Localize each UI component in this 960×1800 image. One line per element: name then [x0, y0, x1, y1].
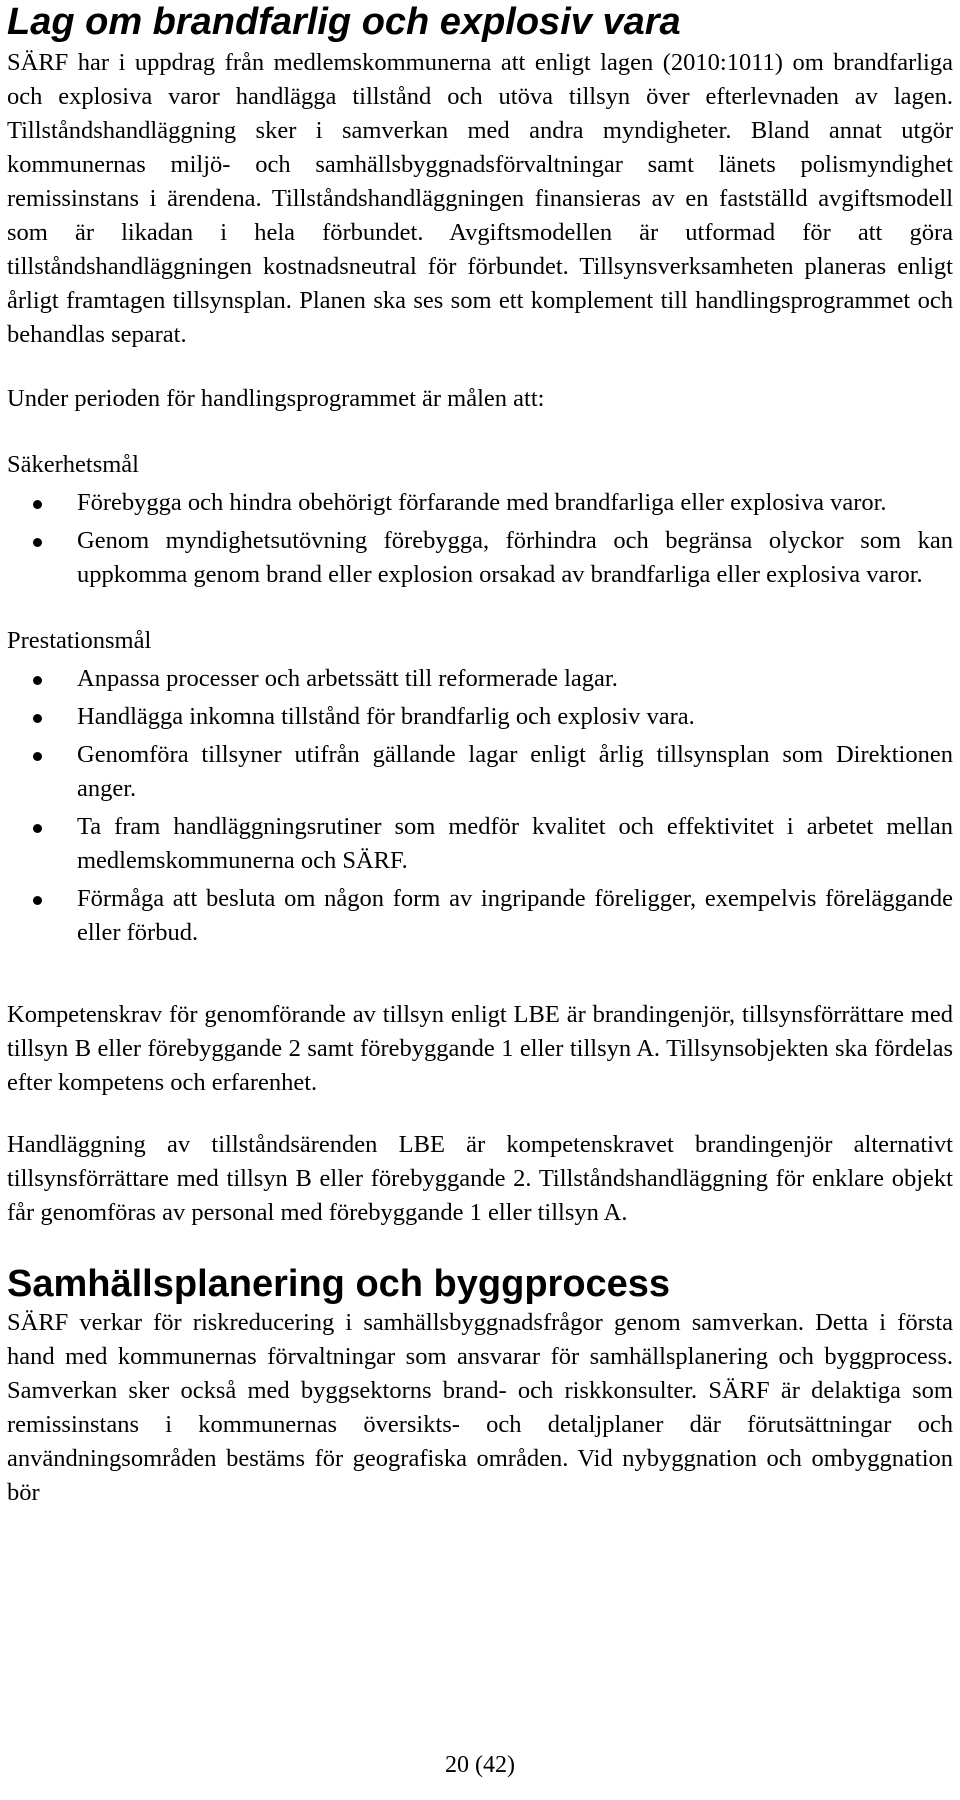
bullet-icon	[33, 538, 42, 547]
bullet-icon	[33, 500, 42, 509]
section-heading-brand: Lag om brandfarlig och explosiv vara	[7, 1, 681, 43]
list-item: Handlägga inkomna tillstånd för brandfarlig och explosiv vara.	[7, 700, 953, 734]
paragraph-intro: SÄRF har i uppdrag från medlemskommunerna att enligt lagen (2010:1011) om brandfarliga och explosiva varor handlägga tillstånd och utöva tillsyn över efterlevnaden av lagen. Tillståndshandläggning sker i samverkan med andra myndigheter. Bland annat utgör kommunernas miljö- och samhällsbyggnadsförvaltningar samt länets polismyndighet remissinstans i ärendena. Tillståndshandläggningen finansieras av en fastställd avgiftsmodell som är likadan i hela förbundet. Avgiftsmodellen är utformad för att göra tillståndshandläggningen kostnadsneutral för förbundet. Tillsynsverksamheten planeras enligt årligt framtagen tillsynsplan. Planen ska ses som ett komplement till handlingsprogrammet och behandlas separat.	[7, 49, 953, 348]
subheading-safety-goals: Säkerhetsmål	[7, 451, 139, 478]
page-number: 20 (42)	[445, 1752, 515, 1778]
list-item: Förmåga att besluta om någon form av ingripande föreligger, exempelvis föreläggande eller förbud.	[7, 882, 953, 950]
paragraph-planning: SÄRF verkar för riskreducering i samhällsbyggnadsfrågor genom samverkan. Detta i första hand med kommunernas förvaltningar som ansvarar för samhällsplanering och byggprocess. Samverkan sker också med byggsektorns brand- och riskkonsulter. SÄRF är delaktiga som remissinstans i kommunernas översikts- och detaljplaner där förutsättningar och användningsområden bestäms för geografiska områden. Vid nybyggnation och ombyggnation bör	[7, 1309, 953, 1506]
paragraph-competence: Kompetenskrav för genomförande av tillsyn enligt LBE är brandingenjör, tillsynsförrättare med tillsyn B eller förebyggande 2 samt förebyggande 1 eller tillsyn A. Tillsynsobjekten ska fördelas efter kompetens och erfarenhet.	[7, 1001, 953, 1096]
section-heading-planning: Samhällsplanering och byggprocess	[7, 1263, 671, 1305]
safety-goals-list	[7, 486, 953, 592]
list-item: Förebygga och hindra obehörigt förfarande med brandfarliga eller explosiva varor.	[7, 486, 953, 520]
list-item: Genomföra tillsyner utifrån gällande lagar enligt årlig tillsynsplan som Direktionen anger.	[7, 738, 953, 806]
list-item: Genom myndighetsutövning förebygga, förhindra och begränsa olyckor som kan uppkomma genom brand eller explosion orsakad av brandfarliga eller explosiva varor.	[7, 524, 953, 592]
list-item: Anpassa processer och arbetssätt till reformerade lagar.	[7, 662, 953, 696]
bullet-icon	[33, 752, 42, 761]
list-item: Ta fram handläggningsrutiner som medför kvalitet och effektivitet i arbetet mellan medlemskommunerna och SÄRF.	[7, 810, 953, 878]
bullet-icon	[33, 714, 42, 723]
performance-goals-list	[7, 662, 953, 950]
paragraph-period: Under perioden för handlingsprogrammet är målen att:	[7, 385, 545, 412]
bullet-icon	[33, 896, 42, 905]
bullet-icon	[33, 676, 42, 685]
subheading-performance-goals: Prestationsmål	[7, 627, 152, 654]
bullet-icon	[33, 824, 42, 833]
paragraph-handling: Handläggning av tillståndsärenden LBE är kompetenskravet brandingenjör alternativt tillsynsförrättare med tillsyn B eller förebyggande 2. Tillståndshandläggning för enklare objekt får genomföras av personal med förebyggande 1 eller tillsyn A.	[7, 1131, 953, 1226]
